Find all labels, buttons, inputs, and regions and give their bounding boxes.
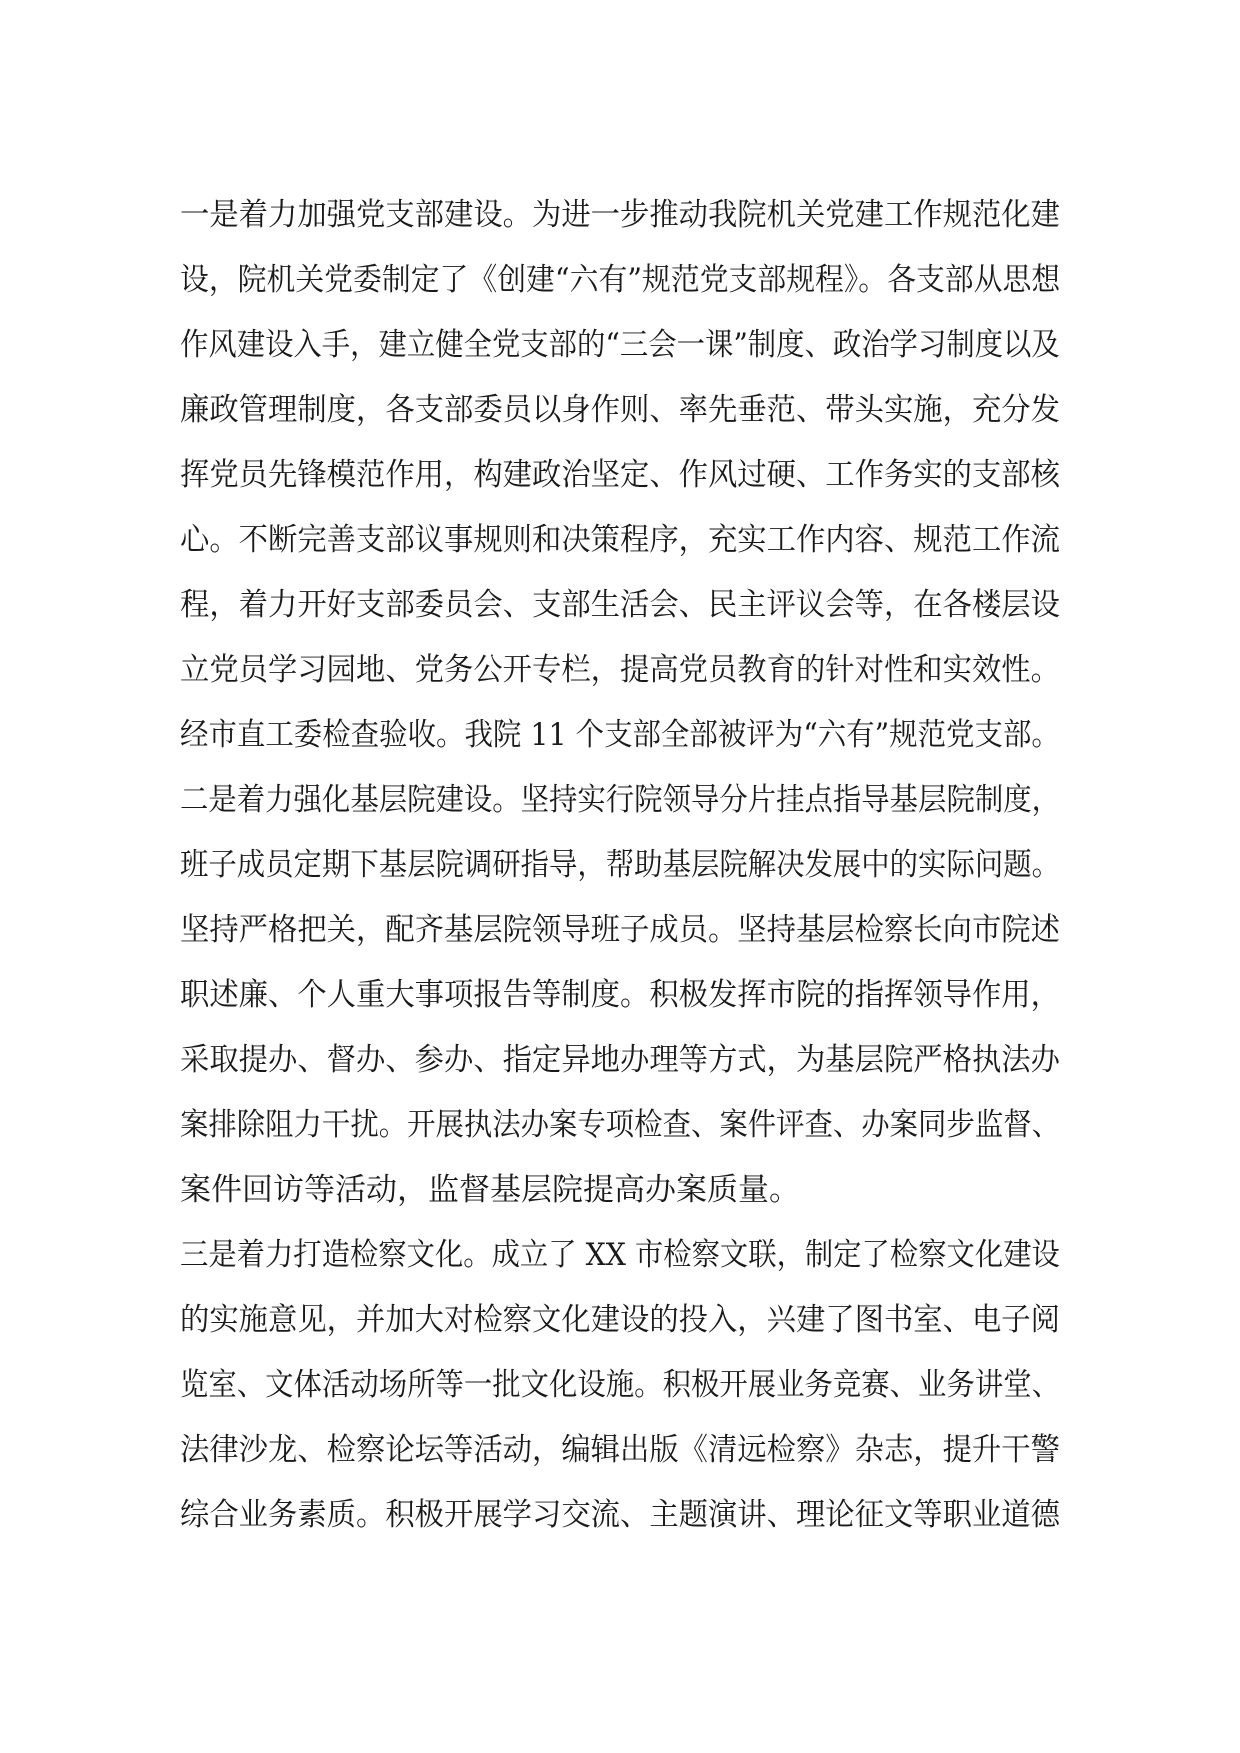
- paragraph-party-branch: [180, 183, 1060, 768]
- text-line: 职述廉、个人重大事项报告等制度。积极发挥市院的指挥领导作用，: [180, 977, 1060, 1013]
- text-line: 设，院机关党委制定了《创建“六有”规范党支部规程》。各支部从思想: [180, 262, 1061, 298]
- text-line: 挥党员先锋模范作用，构建政治坚定、作风过硬、工作务实的支部核: [180, 457, 1060, 493]
- text-line: 心。不断完善支部议事规则和决策程序，充实工作内容、规范工作流: [180, 522, 1060, 558]
- text-line: 的实施意见，并加大对检察文化建设的投入，兴建了图书室、电子阅: [180, 1302, 1060, 1338]
- text-line: 案排除阻力干扰。开展执法办案专项检查、案件评查、办案同步监督、: [180, 1107, 1060, 1143]
- text-line: 坚持严格把关，配齐基层院领导班子成员。坚持基层检察长向市院述: [180, 912, 1060, 948]
- text-line: 廉政管理制度，各支部委员以身作则、率先垂范、带头实施，充分发: [180, 392, 1060, 428]
- text-line: 览室、文体活动场所等一批文化设施。积极开展业务竞赛、业务讲堂、: [180, 1367, 1060, 1403]
- text-line: 综合业务素质。积极开展学习交流、主题演讲、理论征文等职业道德: [180, 1497, 1060, 1533]
- text-line: 一是着力加强党支部建设。为进一步推动我院机关党建工作规范化建: [180, 197, 1060, 233]
- text-line: 立党员学习园地、党务公开专栏，提高党员教育的针对性和实效性。: [180, 652, 1060, 688]
- text-line: 经市直工委检查验收。我院 11 个支部全部被评为“六有”规范党支部。: [180, 717, 1060, 753]
- paragraph-culture: [180, 1223, 1060, 1548]
- text-line: 采取提办、督办、参办、指定异地办理等方式，为基层院严格执法办: [180, 1042, 1060, 1078]
- text-line: 程，着力开好支部委员会、支部生活会、民主评议会等，在各楼层设: [180, 587, 1060, 623]
- paragraph-grassroots: [180, 768, 1060, 1223]
- text-line: 作风建设入手，建立健全党支部的“三会一课”制度、政治学习制度以及: [180, 327, 1060, 363]
- text-line: 法律沙龙、检察论坛等活动，编辑出版《清远检察》杂志，提升干警: [180, 1432, 1060, 1468]
- text-line: 二是着力强化基层院建设。坚持实行院领导分片挂点指导基层院制度，: [180, 782, 1060, 818]
- text-line: 案件回访等活动，监督基层院提高办案质量。: [180, 1172, 800, 1208]
- document-body: [180, 183, 1060, 1548]
- text-line: 班子成员定期下基层院调研指导，帮助基层院解决发展中的实际问题。: [180, 847, 1060, 883]
- text-line: 三是着力打造检察文化。成立了 XX 市检察文联，制定了检察文化建设: [180, 1237, 1060, 1273]
